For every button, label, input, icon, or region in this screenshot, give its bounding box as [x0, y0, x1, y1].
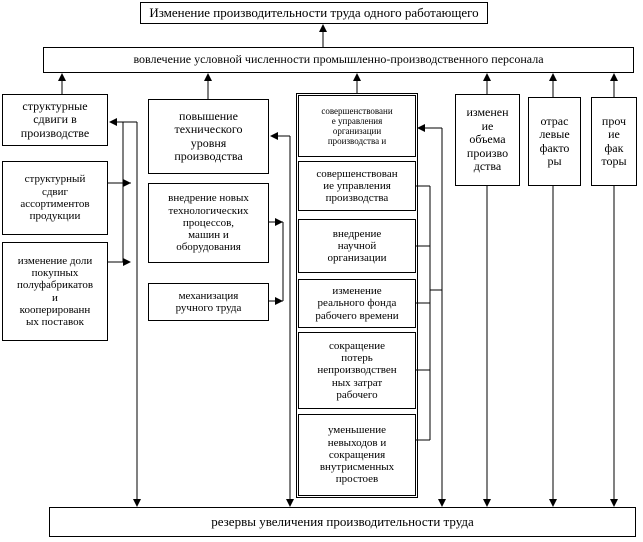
downtime-box: уменьшение невыходов и сокращения внутрисменных простоев — [298, 414, 416, 496]
new-tech-box: внедрение новых технологических процессов, машин и оборудования — [148, 183, 269, 263]
management-header-box: совершенствовани е управления организации производства и — [298, 95, 416, 157]
volume-change-box: изменен ие объема произво дства — [455, 94, 520, 186]
top-box: Изменение производительности труда одного работающего — [140, 2, 488, 24]
other-factors-box: проч ие фак торы — [591, 97, 637, 186]
tech-level-box: повышение технического уровня производства — [148, 99, 269, 174]
scientific-org-box: внедрение научной организации — [298, 219, 416, 273]
loss-reduction-box: сокращение потерь непроизводствен ных затрат рабочего — [298, 332, 416, 409]
industry-factors-box: отрас левые факто ры — [528, 97, 581, 186]
structural-shifts-box: структурные сдвиги в производстве — [2, 94, 108, 146]
bottom-box: резервы увеличения производительности труда — [49, 507, 636, 537]
assortment-shift-box: структурный сдвиг ассортиментов продукции — [2, 161, 108, 235]
purchased-share-box: изменение доли покупных полуфабрикатов и кооперированн ых поставок — [2, 242, 108, 341]
mechanization-box: механизация ручного труда — [148, 283, 269, 321]
work-time-box: изменение реального фонда рабочего времени — [298, 279, 416, 328]
management-box: совершенствован ие управления производства — [298, 161, 416, 211]
involvement-box: вовлечение условной численности промышленно-производственного персонала — [43, 47, 634, 73]
